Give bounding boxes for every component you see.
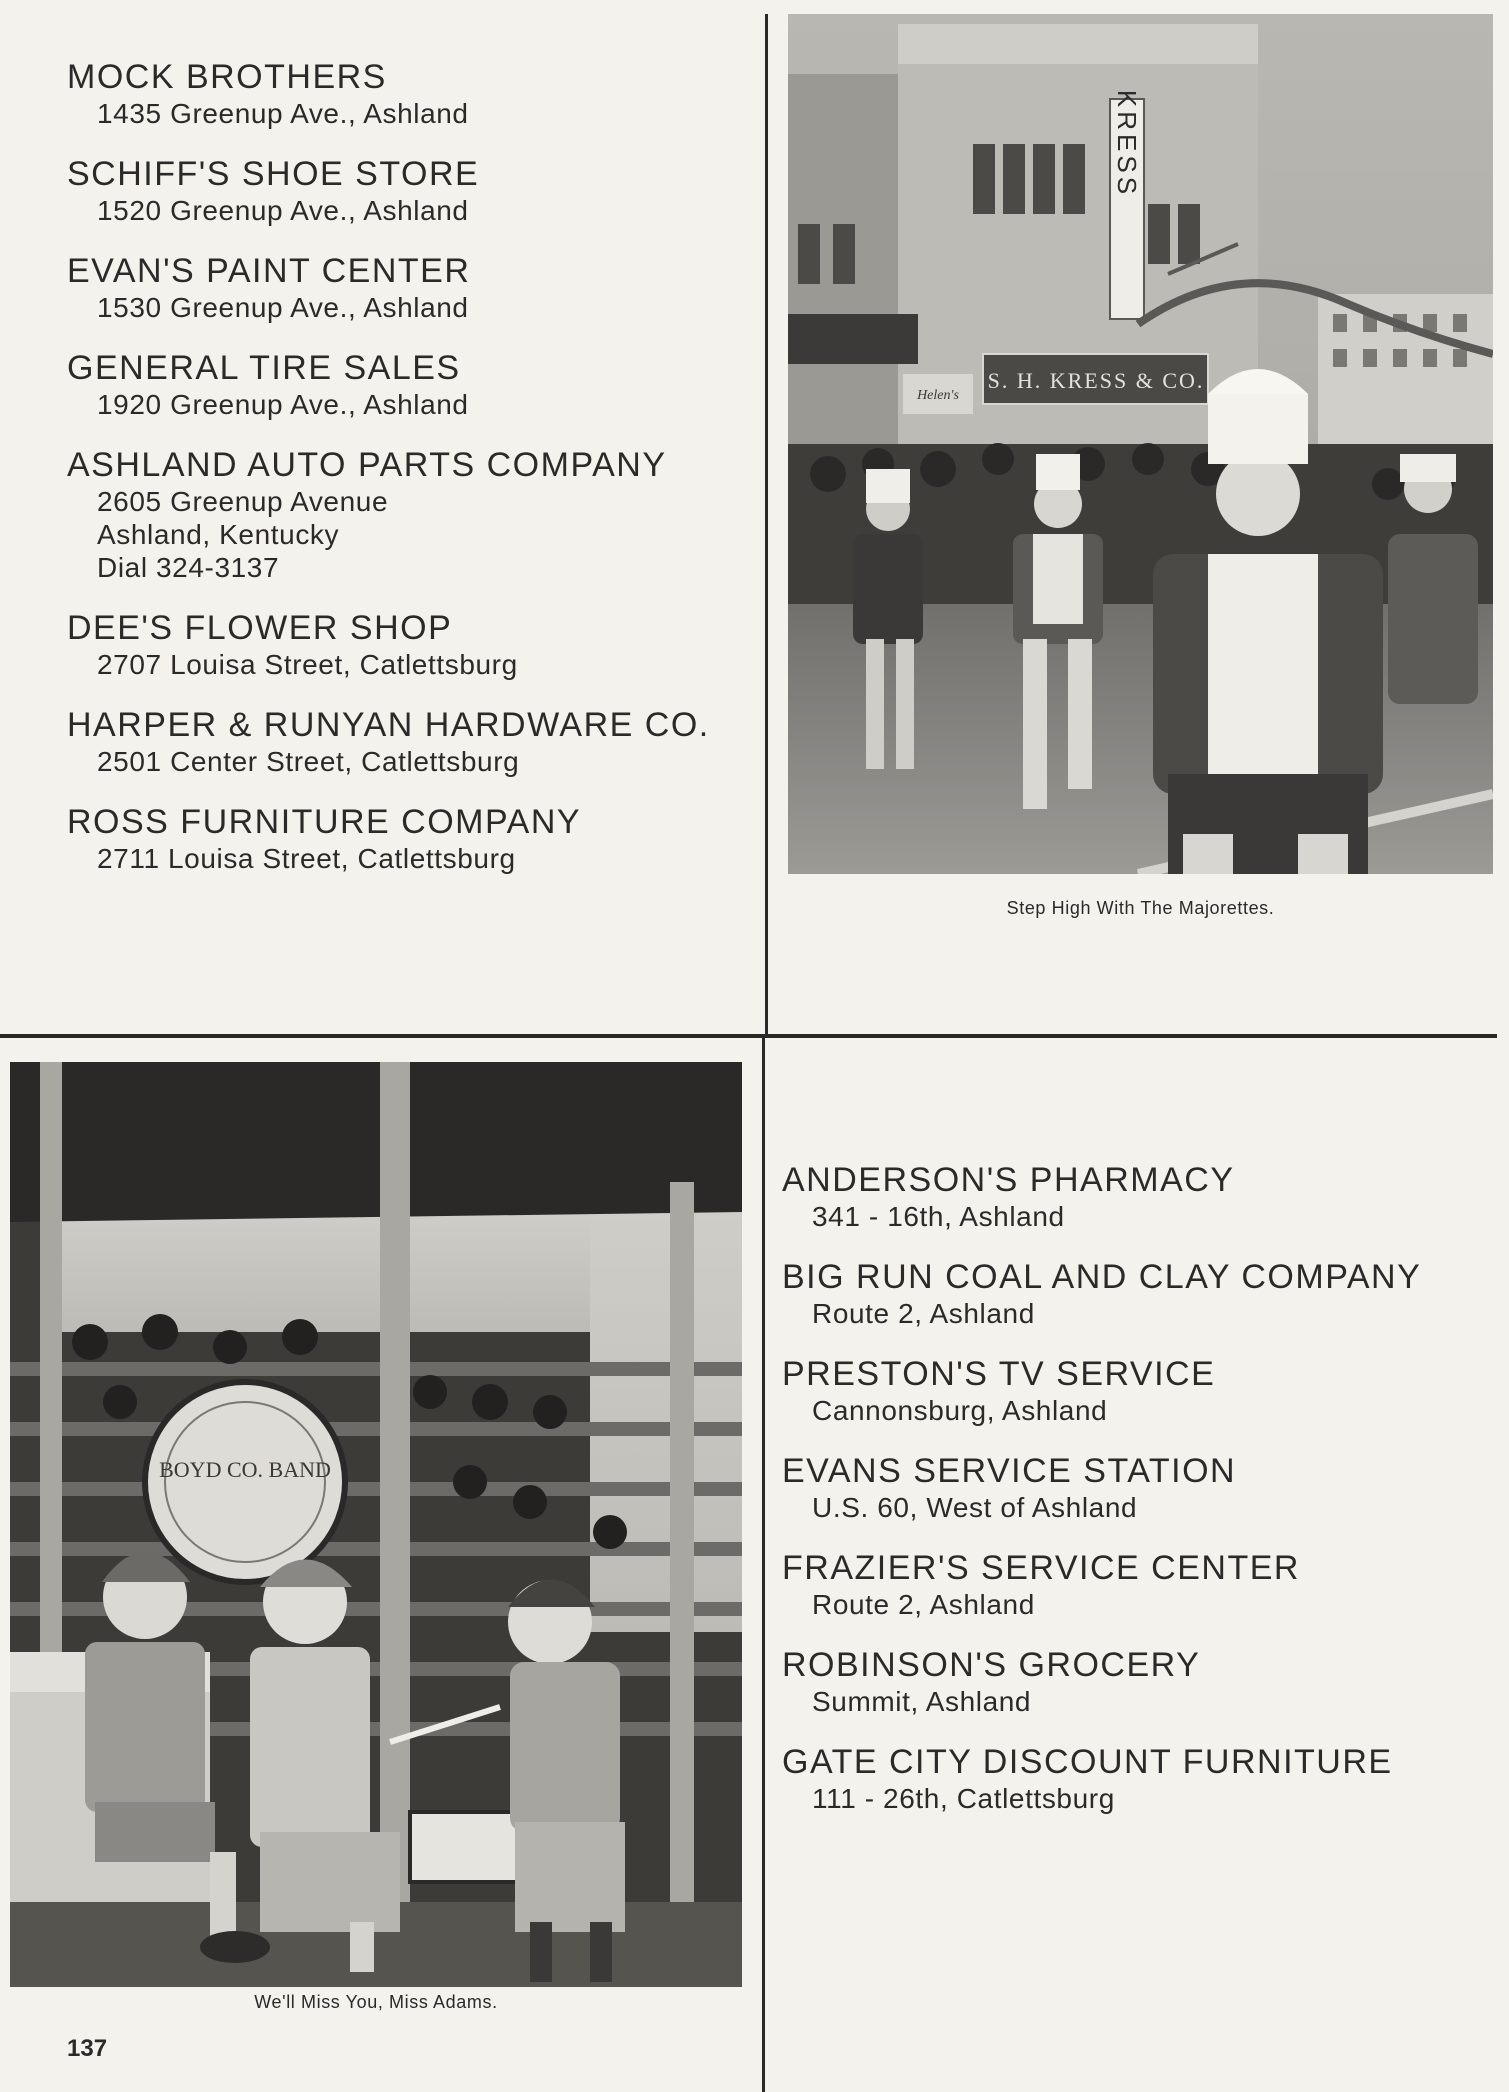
advertiser-name: GATE CITY DISCOUNT FURNITURE — [782, 1743, 1393, 1781]
advertiser-name: ROSS FURNITURE COMPANY — [67, 803, 582, 841]
vertical-divider-top — [765, 14, 768, 1036]
advertiser-address-line: Summit, Ashland — [812, 1686, 1032, 1717]
advertiser-address-line: Route 2, Ashland — [812, 1589, 1035, 1620]
advertiser-name: DEE'S FLOWER SHOP — [67, 609, 453, 647]
advertiser-name: EVAN'S PAINT CENTER — [67, 252, 471, 290]
advertiser-entry — [782, 1548, 1421, 1621]
page-number: 137 — [67, 2035, 108, 2062]
bass-drum-text: BOYD CO. BAND — [159, 1457, 331, 1482]
advertiser-name: SCHIFF'S SHOE STORE — [67, 155, 480, 193]
advertiser-entry — [782, 1451, 1421, 1524]
advertiser-address-line: 1520 Greenup Ave., Ashland — [97, 195, 469, 226]
advertiser-entry — [67, 445, 710, 584]
miss-adams-photo — [10, 1062, 742, 1987]
advertiser-address-line: 2707 Louisa Street, Catlettsburg — [97, 649, 518, 680]
horizontal-divider — [0, 1034, 1497, 1038]
advertiser-name: FRAZIER'S SERVICE CENTER — [782, 1549, 1300, 1587]
advertiser-entry — [67, 348, 710, 421]
advertiser-entry — [782, 1160, 1421, 1233]
miss-adams-caption: We'll Miss You, Miss Adams. — [254, 1992, 498, 2012]
advertiser-address-line: U.S. 60, West of Ashland — [812, 1492, 1138, 1523]
advertiser-name: GENERAL TIRE SALES — [67, 349, 461, 387]
advertiser-name: BIG RUN COAL AND CLAY COMPANY — [782, 1258, 1422, 1296]
advertiser-name: EVANS SERVICE STATION — [782, 1452, 1237, 1490]
helens-sign: Helen's — [917, 388, 959, 403]
advertiser-address-line: 1920 Greenup Ave., Ashland — [97, 389, 469, 420]
advertiser-address-line: Route 2, Ashland — [812, 1298, 1035, 1329]
kress-store-sign: S. H. KRESS & CO. — [987, 368, 1205, 393]
advertiser-name: MOCK BROTHERS — [67, 58, 387, 96]
advertiser-address-line: Cannonsburg, Ashland — [812, 1395, 1108, 1426]
advertiser-address-line: 341 - 16th, Ashland — [812, 1201, 1065, 1232]
vertical-divider-bottom — [762, 1036, 765, 2092]
advertiser-address-line: 1435 Greenup Ave., Ashland — [97, 98, 469, 129]
advertiser-entry — [67, 251, 710, 324]
left-ad-list — [67, 57, 710, 899]
advertiser-entry — [782, 1257, 1421, 1330]
advertiser-address-line: 111 - 26th, Catlettsburg — [812, 1783, 1115, 1814]
right-ad-list — [782, 1160, 1421, 1839]
advertiser-address-line: Dial 324-3137 — [97, 552, 280, 583]
kress-vertical-sign: KRESS — [1112, 89, 1142, 199]
advertiser-address-line: Ashland, Kentucky — [97, 519, 340, 550]
advertiser-entry — [782, 1742, 1421, 1815]
majorettes-photo — [788, 14, 1493, 874]
advertiser-address-line: 2605 Greenup Avenue — [97, 486, 389, 517]
advertiser-name: ASHLAND AUTO PARTS COMPANY — [67, 446, 667, 484]
advertiser-entry — [67, 608, 710, 681]
advertiser-entry — [67, 154, 710, 227]
advertiser-name: ROBINSON'S GROCERY — [782, 1646, 1201, 1684]
advertiser-entry — [67, 705, 710, 778]
advertiser-entry — [67, 802, 710, 875]
bleachers-band-image — [10, 1062, 742, 1987]
advertiser-entry — [782, 1354, 1421, 1427]
advertiser-entry — [782, 1645, 1421, 1718]
advertiser-name: PRESTON'S TV SERVICE — [782, 1355, 1216, 1393]
majorettes-caption: Step High With The Majorettes. — [1006, 898, 1275, 918]
advertiser-address-line: 2501 Center Street, Catlettsburg — [97, 746, 520, 777]
advertiser-name: ANDERSON'S PHARMACY — [782, 1161, 1235, 1199]
advertiser-name: HARPER & RUNYAN HARDWARE CO. — [67, 706, 710, 744]
majorettes-parade-image — [788, 14, 1493, 874]
advertiser-entry — [67, 57, 710, 130]
advertiser-address-line: 1530 Greenup Ave., Ashland — [97, 292, 469, 323]
advertiser-address-line: 2711 Louisa Street, Catlettsburg — [97, 843, 516, 874]
